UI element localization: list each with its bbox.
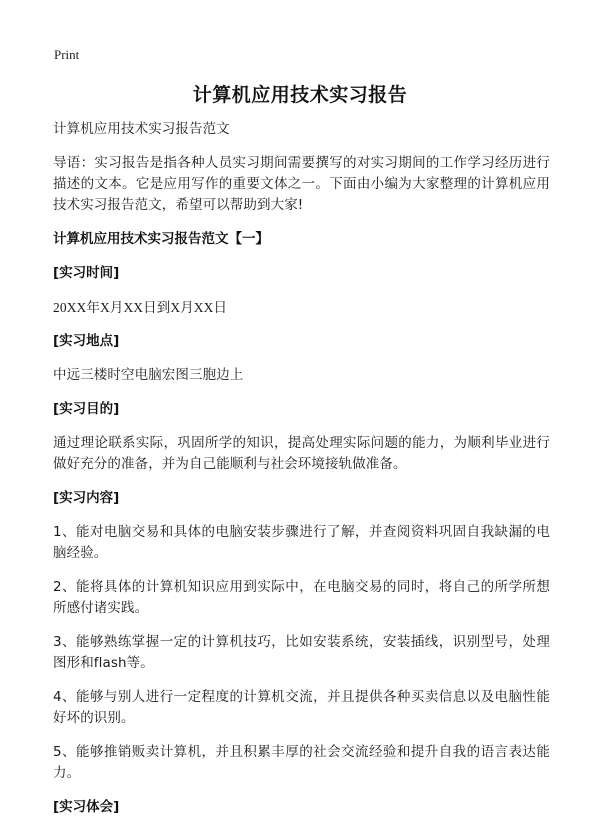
document-body [53, 119, 550, 831]
print-link[interactable]: Print [54, 47, 80, 62]
list-item: 1、能对电脑交易和具体的电脑安装步骤进行了解，并查阅资料巩固自我缺漏的电脑经验。 [53, 524, 550, 561]
list-item: 3、能够熟练掌握一定的计算机技巧，比如安装系统，安装插线，识别型号，处理图形和flash等。 [53, 634, 550, 671]
purpose-value: 通过理论联系实际，巩固所学的知识，提高处理实际问题的能力，为顺利毕业进行做好充分的准备，并为自己能顺利与社会环境接轨做准备。 [53, 435, 550, 472]
list-item: 5、能够推销贩卖计算机，并且积累丰厚的社会交流经验和提升自我的语言表达能力。 [53, 744, 550, 781]
place-value: 中远三楼时空电脑宏图三胞边上 [53, 367, 244, 383]
experience-heading: [实习体会] [53, 799, 120, 815]
time-heading: [实习时间] [53, 265, 120, 281]
intro-paragraph: 导语：实习报告是指各种人员实习期间需要撰写的对实习期间的工作学习经历进行描述的文本。它是应用写作的重要文体之一。下面由小编为大家整理的计算机应用技术实习报告范文，希望可以帮助到大家! [53, 155, 550, 213]
document-subtitle: 计算机应用技术实习报告范文 [53, 121, 230, 137]
list-item: 2、能将具体的计算机知识应用到实际中，在电脑交易的同时，将自己的所学所想所感付诸实践。 [53, 579, 550, 616]
section-title: 计算机应用技术实习报告范文【一】 [53, 231, 269, 247]
place-heading: [实习地点] [53, 333, 120, 349]
page-title: 计算机应用技术实习报告 [192, 84, 408, 106]
list-item: 4、能够与别人进行一定程度的计算机交流，并且提供各种买卖信息以及电脑性能好坏的识别。 [53, 689, 550, 726]
purpose-heading: [实习目的] [53, 401, 120, 417]
content-heading: [实习内容] [53, 490, 120, 506]
time-value: 20XX年X月XX日到X月XX日 [53, 300, 228, 315]
